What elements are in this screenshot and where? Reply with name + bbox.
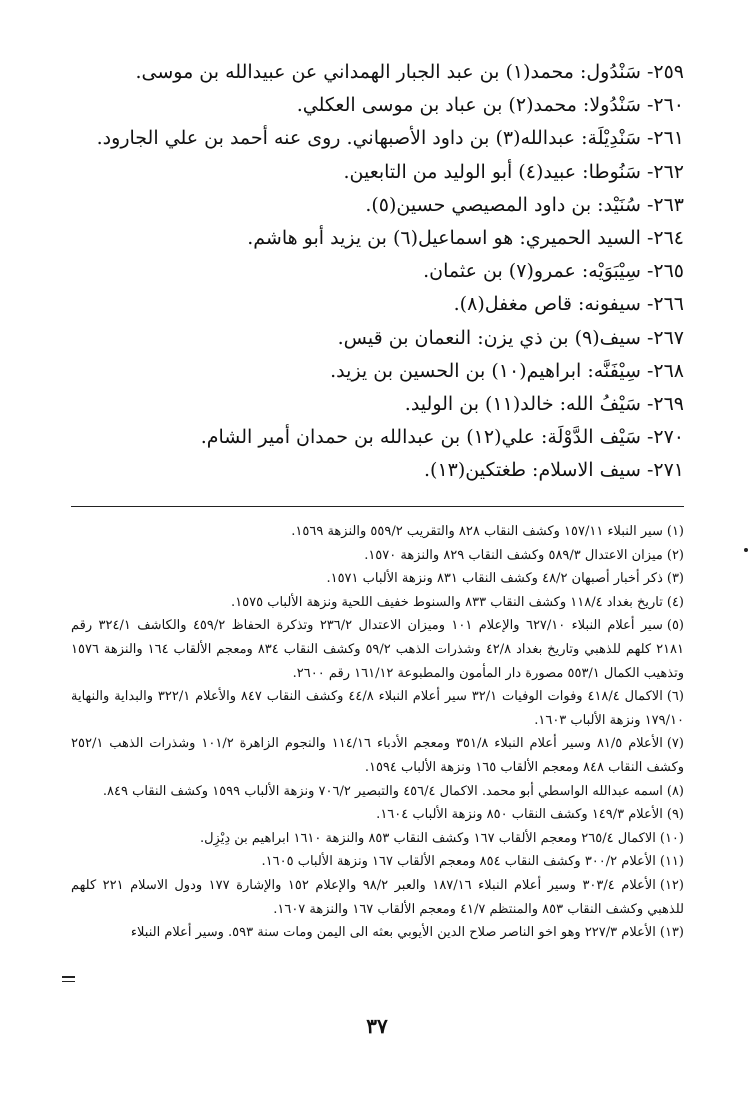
entry-text: سَنْدُول: محمد(١) بن عبد الجبار الهمداني عن عبيدالله بن موسى. bbox=[135, 61, 641, 83]
footnote-9 bbox=[71, 803, 684, 827]
footnote-text: الاكمال ٤١٨/٤ وفوات الوفيات ٣٢/١ سير أعلام النبلاء ٤٤/٨ وكشف النقاب ٨٤٧ والأعلام ٣٢٢/١ والبداية والنهاية ١٧٩/١٠ ونزهة الألباب ١٦٠٣. bbox=[71, 689, 684, 728]
entry-text: سُنَيْد: بن داود المصيصي حسين(٥). bbox=[365, 193, 641, 216]
footnote-10 bbox=[71, 827, 684, 851]
entry-266 bbox=[84, 288, 684, 321]
entry-261 bbox=[84, 122, 684, 155]
entry-number: ٢٦٩- bbox=[646, 392, 684, 415]
entry-number: ٢٧١- bbox=[646, 459, 684, 482]
footnote-number: (٩) bbox=[666, 807, 684, 823]
entry-text: سيفونه: قاص مغفل(٨). bbox=[453, 293, 641, 316]
entry-number: ٢٦٢- bbox=[646, 160, 684, 183]
footnote-number: (٢) bbox=[666, 547, 684, 563]
entry-number: ٢٦٠- bbox=[646, 94, 684, 117]
footnote-text: سير النبلاء ١٥٧/١١ وكشف النقاب ٨٢٨ والتقريب ٥٥٩/٢ والنزهة ١٥٦٩. bbox=[291, 524, 663, 539]
entry-number: ٢٥٩- bbox=[646, 61, 684, 83]
footnote-number: (٥) bbox=[666, 618, 684, 634]
page-number: ٣٧ bbox=[366, 1014, 388, 1038]
footnote-13 bbox=[71, 921, 684, 945]
footnote-divider bbox=[71, 506, 684, 507]
entry-265 bbox=[84, 255, 684, 288]
footnote-text: ميزان الاعتدال ٥٨٩/٣ وكشف النقاب ٨٢٩ والنزهة ١٥٧٠. bbox=[364, 547, 663, 563]
entry-number: ٢٦٧- bbox=[646, 326, 684, 349]
footnote-6 bbox=[71, 685, 684, 732]
footnote-text: سير أعلام النبلاء ٦٢٧/١٠ والإعلام ١٠١ وميزان الاعتدال ٢٣٦/٢ وتذكرة الحفاظ ٤٥٩/٢ والكاشف ٣٢٤/١ رقم ٢١٨١ كلهم للذهبي وتاريخ بغداد ٤٢/٨ وشذرات الذهب ٥٩/٢ وكشف النقاب ٨٣٤ ومعجم الألقاب ١٦٤ والنزهة ١٥٧٦ وتذهيب الكمال ٥٥٣/١ مصورة دار المأمون والمطبوعة ١٦١/١٢ رقم ٢٦٠٠. bbox=[71, 618, 684, 681]
footnote-2 bbox=[71, 544, 684, 568]
entry-263 bbox=[84, 189, 684, 222]
entry-270 bbox=[84, 421, 684, 454]
footnote-number: (٧) bbox=[666, 736, 684, 752]
entry-text: سَنُوطا: عبيد(٤) أبو الوليد من التابعين. bbox=[343, 160, 641, 183]
footnote-text: تاريخ بغداد ١١٨/٤ وكشف النقاب ٨٣٣ والسنوط خفيف اللحية ونزهة الألباب ١٥٧٥. bbox=[231, 594, 663, 610]
footnote-5 bbox=[71, 614, 684, 685]
continuation-mark bbox=[62, 976, 75, 985]
entry-269 bbox=[84, 388, 684, 421]
entry-text: سيف الاسلام: طغتكين(١٣). bbox=[424, 459, 641, 482]
footnote-text: الأعلام ٨١/٥ وسير أعلام النبلاء ٣٥١/٨ ومعجم الأدباء ١١٤/١٦ والنجوم الزاهرة ١٠١/٢ وشذرات الذهب ٢٥٢/١ وكشف النقاب ٨٤٨ ومعجم الألقاب ١٦٥ ونزهة الألباب ١٥٩٤. bbox=[71, 736, 684, 775]
footnote-number: (١٠) bbox=[659, 830, 684, 846]
footnote-11 bbox=[71, 850, 684, 874]
entry-271 bbox=[84, 454, 684, 487]
margin-dot bbox=[744, 548, 748, 552]
footnote-text: اسمه عبدالله الواسطي أبو محمد. الاكمال ٤٥٦/٤ والتبصير ٧٠٦/٢ ونزهة الألباب ١٥٩٩ وكشف النقاب ٨٤٩. bbox=[102, 783, 663, 799]
entry-text: سَيْفُ الله: خالد(١١) بن الوليد. bbox=[404, 392, 641, 415]
footnote-4 bbox=[71, 591, 684, 615]
footnote-number: (١٣) bbox=[659, 925, 684, 941]
footnote-text: الاكمال ٢٦٥/٤ ومعجم الألقاب ١٦٧ وكشف النقاب ٨٥٣ والنزهة ١٦١٠ ابراهيم بن دِيْزِل. bbox=[199, 830, 656, 846]
entry-number: ٢٦٦- bbox=[646, 293, 684, 316]
footnote-text: الأعلام ٢٢٧/٣ وهو اخو الناصر صلاح الدين الأيوبي بعثه الى اليمن ومات سنة ٥٩٣. وسير أعلام النبلاء bbox=[130, 925, 656, 941]
entry-259 bbox=[84, 56, 684, 89]
footnote-text: الأعلام ٣٠٠/٢ وكشف النقاب ٨٥٤ ومعجم الألقاب ١٦٧ ونزهة الألباب ١٦٠٥. bbox=[261, 854, 656, 870]
footnote-1 bbox=[71, 520, 684, 544]
footnote-number: (٣) bbox=[666, 571, 684, 587]
footnote-number: (٤) bbox=[666, 594, 684, 610]
entry-text: سيف(٩) بن ذي يزن: النعمان بن قيس. bbox=[337, 326, 641, 349]
footnote-number: (١٢) bbox=[659, 877, 684, 893]
footnote-text: الأعلام ٣٠٣/٤ وسير أعلام النبلاء ١٨٧/١٦ والعبر ٩٨/٢ والإعلام ١٥٢ والإشارة ١٧٧ ودول الاسلام ٢٢١ كلهم للذهبي وكشف النقاب ٨٥٣ والمنتظم ٤١/٧ ومعجم الألقاب ١٦٧ والنزهة ١٦٠٧. bbox=[71, 877, 684, 917]
entry-text: سَنْدِيْلَة: عبدالله(٣) بن داود الأصبهاني. روى عنه أحمد بن علي الجارود. bbox=[96, 127, 641, 150]
footnote-number: (١١) bbox=[659, 854, 684, 870]
entry-262 bbox=[84, 156, 684, 189]
footnote-text: الأعلام ١٤٩/٣ وكشف النقاب ٨٥٠ ونزهة الألباب ١٦٠٤. bbox=[376, 807, 663, 823]
footnote-8 bbox=[71, 780, 684, 804]
entry-number: ٢٦٨- bbox=[646, 359, 684, 382]
entry-text: سِيْفَنَّه: ابراهيم(١٠) بن الحسين بن يزيد. bbox=[330, 359, 641, 382]
entry-268 bbox=[84, 355, 684, 388]
entry-number: ٢٦٤- bbox=[646, 226, 684, 249]
entry-number: ٢٧٠- bbox=[646, 426, 684, 449]
entry-number: ٢٦٣- bbox=[646, 193, 684, 216]
footnote-number: (١) bbox=[666, 524, 684, 539]
entry-number: ٢٦٥- bbox=[646, 260, 684, 283]
entry-number: ٢٦١- bbox=[646, 127, 684, 150]
footnote-number: (٦) bbox=[666, 689, 684, 705]
footnote-text: ذكر أخبار أصبهان ٤٨/٢ وكشف النقاب ٨٣١ ونزهة الألباب ١٥٧١. bbox=[326, 571, 663, 587]
entry-264 bbox=[84, 222, 684, 255]
entry-text: سَنْدُولا: محمد(٢) بن عباد بن موسى العكلي. bbox=[296, 94, 641, 117]
entry-text: سَيْف الدَّوْلَة: علي(١٢) بن عبدالله بن حمدان أمير الشام. bbox=[200, 426, 641, 449]
footnote-7 bbox=[71, 732, 684, 779]
entry-text: سِيْبَوَيْه: عمرو(٧) بن عثمان. bbox=[423, 260, 641, 283]
entry-260 bbox=[84, 89, 684, 122]
entry-text: السيد الحميري: هو اسماعيل(٦) بن يزيد أبو هاشم. bbox=[247, 226, 641, 249]
footnote-3 bbox=[71, 567, 684, 591]
entries-list bbox=[84, 56, 684, 487]
entry-267 bbox=[84, 322, 684, 355]
footnotes bbox=[71, 520, 684, 945]
footnote-12 bbox=[71, 874, 684, 921]
footnote-number: (٨) bbox=[666, 783, 684, 799]
